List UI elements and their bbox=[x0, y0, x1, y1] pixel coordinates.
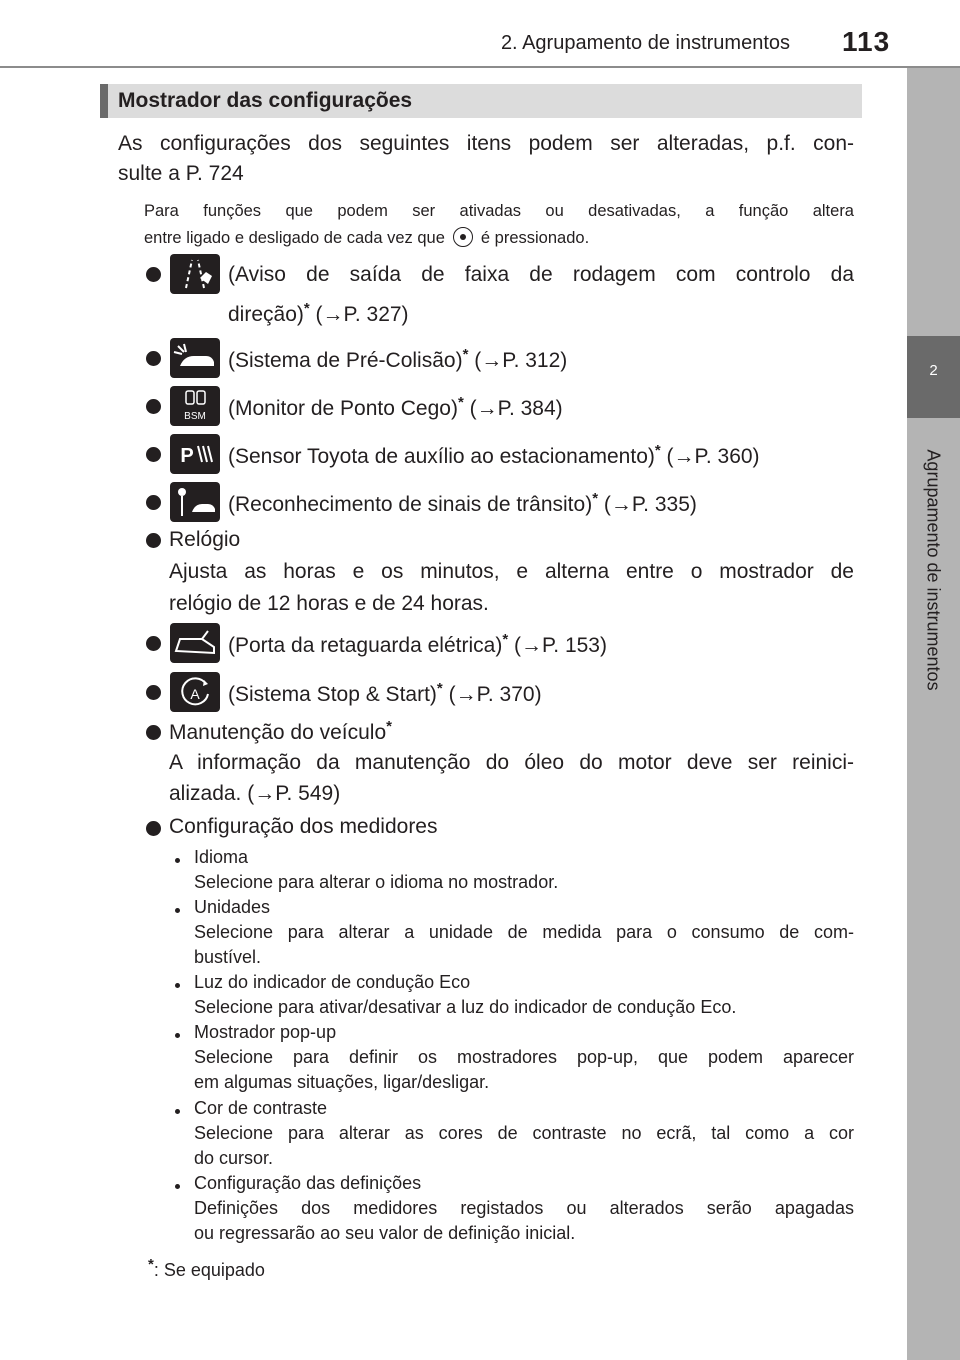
bullet-dot bbox=[146, 351, 161, 366]
sub-item-title: Idioma bbox=[194, 847, 249, 867]
svg-text:P: P bbox=[180, 445, 194, 467]
sub-item-desc: em algumas situações, ligar/desligar. bbox=[194, 1072, 490, 1092]
bullet-dot bbox=[146, 821, 161, 836]
asterisk-mark: * bbox=[502, 631, 509, 648]
bullet-dot bbox=[146, 636, 161, 651]
asterisk-mark: * bbox=[386, 718, 392, 735]
intro-line-2: sulte a P. 724 bbox=[118, 162, 244, 185]
sub-item-desc: Selecione para alterar o idioma no mostrador. bbox=[194, 872, 559, 892]
sub-item-title: Luz do indicador de condução Eco bbox=[194, 972, 471, 992]
lane-departure-icon bbox=[170, 254, 220, 294]
note-line-2 bbox=[144, 227, 589, 248]
backdoor-line bbox=[228, 631, 607, 658]
pcs-label: (Sistema de Pré-Colisão) bbox=[228, 349, 463, 372]
sub-item-desc: do cursor. bbox=[194, 1148, 274, 1168]
rsa-label: (Reconhecimento de sinais de trânsito) bbox=[228, 493, 593, 516]
parking-label: (Sensor Toyota de auxílio ao estacionamento) bbox=[228, 445, 655, 468]
maintenance-line-1: A informação da manutenção do óleo do motor deve ser reinici- bbox=[169, 751, 854, 774]
bullet-dot bbox=[146, 495, 161, 510]
maintenance-line-2: alizada. (→P. 549) bbox=[169, 782, 341, 805]
sub-item-desc: Definições dos medidores registados ou alterados serão apagadas bbox=[194, 1198, 854, 1218]
svg-text:A: A bbox=[190, 686, 200, 702]
sub-item-desc: Selecione para ativar/desativar a luz do indicador de condução Eco. bbox=[194, 997, 737, 1017]
sub-item-title: Unidades bbox=[194, 897, 271, 917]
footnote-text: : Se equipado bbox=[153, 1260, 265, 1280]
bullet-dot bbox=[146, 725, 161, 740]
sub-bullet-dot bbox=[175, 908, 180, 913]
sub-item-title: Cor de contraste bbox=[194, 1098, 328, 1118]
side-chapter-strip bbox=[907, 68, 960, 1360]
road-sign-icon bbox=[170, 482, 220, 522]
sub-item-desc: Selecione para alterar as cores de contraste no ecrã, tal como a cor bbox=[194, 1123, 854, 1143]
bsm-page-ref: (→P. 384) bbox=[463, 397, 563, 420]
lda-line-1: (Aviso de saída de faixa de rodagem com controlo da bbox=[228, 263, 854, 286]
header-rule bbox=[0, 66, 960, 68]
chapter-number-tab: 2 bbox=[907, 336, 960, 418]
asterisk-mark: * bbox=[457, 394, 464, 411]
bsm-line bbox=[228, 394, 563, 421]
clock-line-2: relógio de 12 horas e de 24 horas. bbox=[169, 592, 489, 615]
rsa-line bbox=[228, 490, 697, 517]
lda-line-2 bbox=[228, 300, 409, 327]
section-heading-bar bbox=[100, 84, 862, 118]
parking-line bbox=[228, 442, 760, 469]
page-number: 113 bbox=[842, 26, 891, 57]
bullet-dot bbox=[146, 447, 161, 462]
select-button-icon bbox=[453, 227, 473, 247]
sub-bullet-dot bbox=[175, 1184, 180, 1189]
clock-title: Relógio bbox=[169, 528, 241, 551]
note-line-2-text-a: entre ligado e desligado de cada vez que bbox=[144, 229, 445, 247]
stopstart-page-ref: (→P. 370) bbox=[442, 683, 542, 706]
intro-line-1: As configurações dos seguintes itens podem ser alteradas, p.f. con- bbox=[118, 132, 854, 155]
stopstart-line bbox=[228, 680, 542, 707]
section-heading-accent bbox=[100, 84, 108, 118]
clock-line-1: Ajusta as horas e os minutos, e alterna entre o mostrador de bbox=[169, 560, 854, 583]
chapter-side-label-text: Agrupamento de instrumentos bbox=[923, 449, 944, 691]
sub-bullet-dot bbox=[175, 858, 180, 863]
section-heading: Mostrador das configurações bbox=[118, 89, 413, 112]
asterisk-mark: * bbox=[592, 490, 599, 507]
maintenance-label: Manutenção do veículo bbox=[169, 721, 387, 744]
asterisk-mark: * bbox=[303, 300, 310, 317]
bsm-icon-label: BSM bbox=[184, 411, 206, 422]
rsa-page-ref: (→P. 335) bbox=[598, 493, 697, 516]
stopstart-label: (Sistema Stop & Start) bbox=[228, 683, 437, 706]
sub-item-desc: bustível. bbox=[194, 947, 262, 967]
sub-item-title: Configuração das definições bbox=[194, 1173, 422, 1193]
pre-collision-icon bbox=[170, 338, 220, 378]
maintenance-title bbox=[169, 718, 392, 745]
pcs-line bbox=[228, 346, 567, 373]
parking-sensor-icon bbox=[170, 434, 220, 474]
asterisk-mark: * bbox=[462, 346, 469, 363]
lda-page-ref: (→P. 327) bbox=[309, 303, 409, 326]
sub-item-desc: Selecione para definir os mostradores pop-up, que podem aparecer bbox=[194, 1047, 854, 1067]
lda-label: direção) bbox=[228, 303, 304, 326]
sub-item-desc: Selecione para alterar a unidade de medida para o consumo de com- bbox=[194, 922, 854, 942]
asterisk-mark: * bbox=[436, 680, 443, 697]
bullet-dot bbox=[146, 685, 161, 700]
footnote bbox=[148, 1256, 265, 1281]
sub-bullet-dot bbox=[175, 983, 180, 988]
note-line-1: Para funções que podem ser ativadas ou desativadas, a função altera bbox=[144, 202, 854, 220]
sub-item-title: Mostrador pop-up bbox=[194, 1022, 337, 1042]
sub-bullet-dot bbox=[175, 1033, 180, 1038]
stop-start-icon bbox=[170, 672, 220, 712]
blind-spot-monitor-icon bbox=[170, 386, 220, 426]
bsm-label: (Monitor de Ponto Cego) bbox=[228, 397, 458, 420]
power-back-door-icon bbox=[170, 623, 220, 663]
bullet-dot bbox=[146, 267, 161, 282]
sub-item-desc: ou regressarão ao seu valor de definição inicial. bbox=[194, 1223, 576, 1243]
running-header-title: 2. Agrupamento de instrumentos bbox=[500, 32, 790, 54]
meter-settings-title: Configuração dos medidores bbox=[169, 815, 438, 838]
parking-page-ref: (→P. 360) bbox=[660, 445, 760, 468]
bullet-dot bbox=[146, 533, 161, 548]
footnote-asterisk: * bbox=[148, 1256, 154, 1273]
pcs-page-ref: (→P. 312) bbox=[468, 349, 568, 372]
bullet-dot bbox=[146, 399, 161, 414]
backdoor-label: (Porta da retaguarda elétrica) bbox=[228, 634, 503, 657]
sub-bullet-dot bbox=[175, 1109, 180, 1114]
backdoor-page-ref: (→P. 153) bbox=[508, 634, 607, 657]
asterisk-mark: * bbox=[654, 442, 661, 459]
note-line-2-text-b: é pressionado. bbox=[480, 229, 590, 247]
